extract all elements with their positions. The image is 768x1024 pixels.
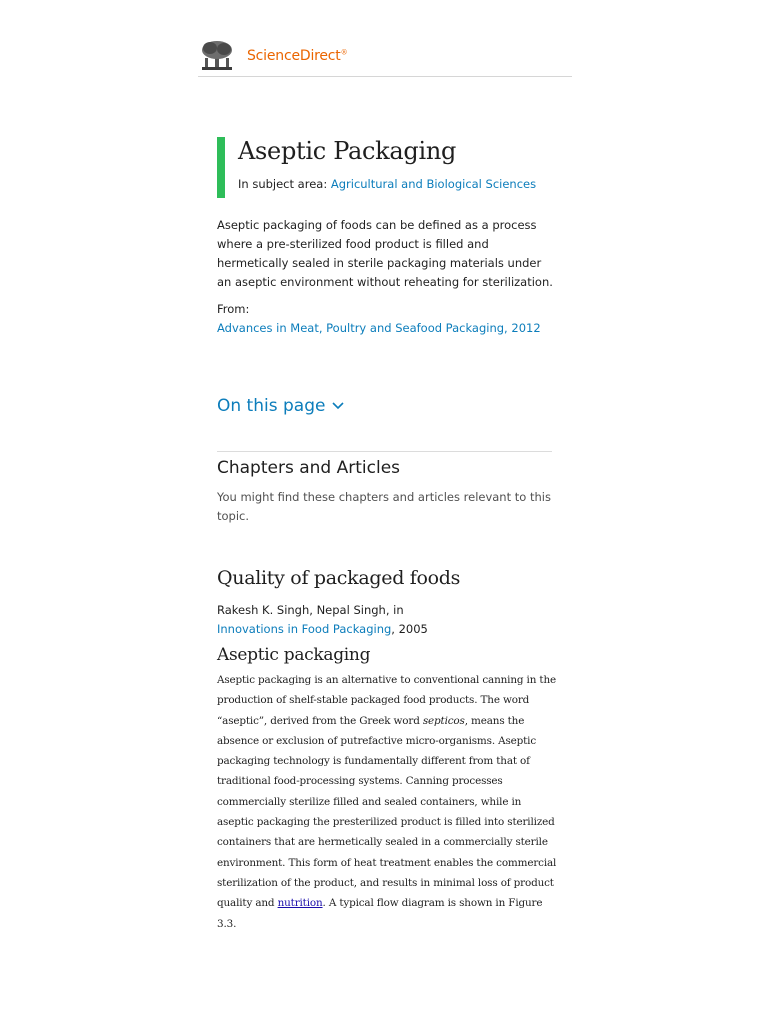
from-label: From: — [217, 302, 250, 316]
excerpt-italic: septicos — [422, 714, 465, 727]
section-description: You might find these chapters and articles relevant to this topic. — [217, 490, 551, 523]
nutrition-link[interactable]: nutrition — [277, 897, 323, 910]
book-link[interactable]: Innovations in Food Packaging — [217, 622, 392, 636]
section-title: Chapters and Articles — [217, 458, 401, 478]
article-subheading: Aseptic packaging — [217, 645, 371, 665]
page-title: Aseptic Packaging — [238, 137, 457, 165]
on-this-page-toggle[interactable] — [217, 396, 345, 416]
site-header — [198, 38, 572, 77]
elsevier-tree-icon[interactable] — [198, 40, 236, 72]
topic-definition: Aseptic packaging of foods can be defined as a process where a pre-sterilized food product is filled and hermetically sealed in sterile packaging materials under an aseptic environment without reheating for sterilization. — [217, 218, 553, 289]
topic-accent-bar — [217, 137, 225, 198]
excerpt-text-1: Aseptic packaging is an alternative to conventional canning in the production of shelf-stable packaged food products. The word “aseptic”, derived from the Greek word — [217, 674, 556, 727]
section-divider — [217, 451, 552, 452]
on-this-page-label: On this page — [217, 396, 326, 416]
chevron-down-icon — [331, 401, 345, 411]
subject-area-link[interactable]: Agricultural and Biological Sciences — [330, 177, 537, 191]
article-year: , 2005 — [391, 622, 428, 636]
article-authors: Rakesh K. Singh, Nepal Singh, in — [217, 603, 404, 617]
article-source — [217, 622, 428, 636]
article-title[interactable]: Quality of packaged foods — [217, 567, 461, 589]
sciencedirect-logo[interactable] — [247, 48, 347, 64]
subject-area — [238, 177, 536, 191]
excerpt-text-3: . A typical flow diagram is shown in Figure 3.3. — [217, 897, 543, 930]
subject-prefix: In subject area: — [238, 177, 328, 191]
logo-text[interactable]: ScienceDirect — [247, 48, 341, 64]
excerpt-text-2: , means the absence or exclusion of putrefactive micro-organisms. Aseptic packaging technology is fundamentally different from that of traditional food-processing systems. Canning processes commercially sterilize filled and sealed containers, while in aseptic packaging the presterilized product is filled into sterilized containers that are hermetically sealed in a commercially sterile environment. This form of heat treatment enables the commercial sterilization of the product, and results in minimal loss of product quality and — [217, 714, 557, 910]
logo-mark: ® — [340, 48, 348, 57]
article-excerpt — [217, 670, 557, 934]
source-link[interactable]: Advances in Meat, Poultry and Seafood Packaging, 2012 — [217, 321, 541, 335]
